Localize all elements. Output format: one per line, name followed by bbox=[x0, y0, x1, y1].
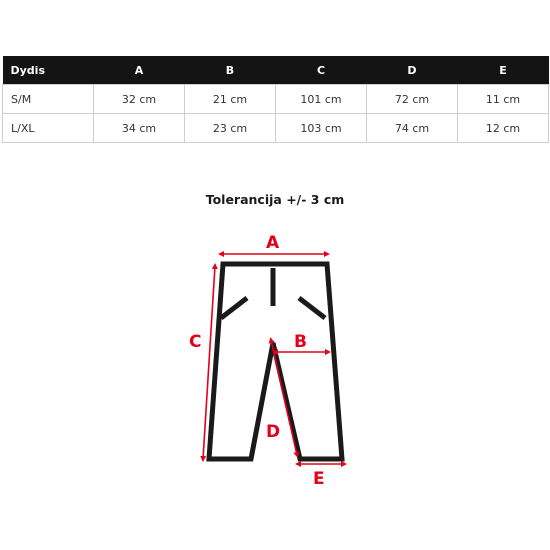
table-cell: 34 cm bbox=[94, 114, 185, 143]
table-cell: 12 cm bbox=[458, 114, 549, 143]
table-cell: 74 cm bbox=[367, 114, 458, 143]
pants-details bbox=[221, 268, 325, 318]
header-a: A bbox=[94, 56, 185, 85]
table-cell: 23 cm bbox=[185, 114, 276, 143]
tolerance-note: Tolerancija +/- 3 cm bbox=[205, 192, 345, 207]
header-c: C bbox=[276, 56, 367, 85]
table-cell: 11 cm bbox=[458, 85, 549, 114]
label-e: E bbox=[313, 469, 325, 489]
label-b: B bbox=[294, 332, 307, 352]
label-d: D bbox=[266, 422, 281, 442]
header-b: B bbox=[185, 56, 276, 85]
left-pocket bbox=[221, 298, 247, 318]
table-cell: 103 cm bbox=[276, 114, 367, 143]
label-c: C bbox=[189, 332, 202, 352]
header-e: E bbox=[458, 56, 549, 85]
table-cell: 101 cm bbox=[276, 85, 367, 114]
table-cell: 72 cm bbox=[367, 85, 458, 114]
table-cell: 21 cm bbox=[185, 85, 276, 114]
label-a: A bbox=[266, 233, 280, 253]
table-cell: L/XL bbox=[3, 114, 94, 143]
header-size: Dydis bbox=[3, 56, 94, 85]
right-pocket bbox=[299, 298, 325, 318]
header-d: D bbox=[367, 56, 458, 85]
table-cell: 32 cm bbox=[94, 85, 185, 114]
table-cell: S/M bbox=[3, 85, 94, 114]
